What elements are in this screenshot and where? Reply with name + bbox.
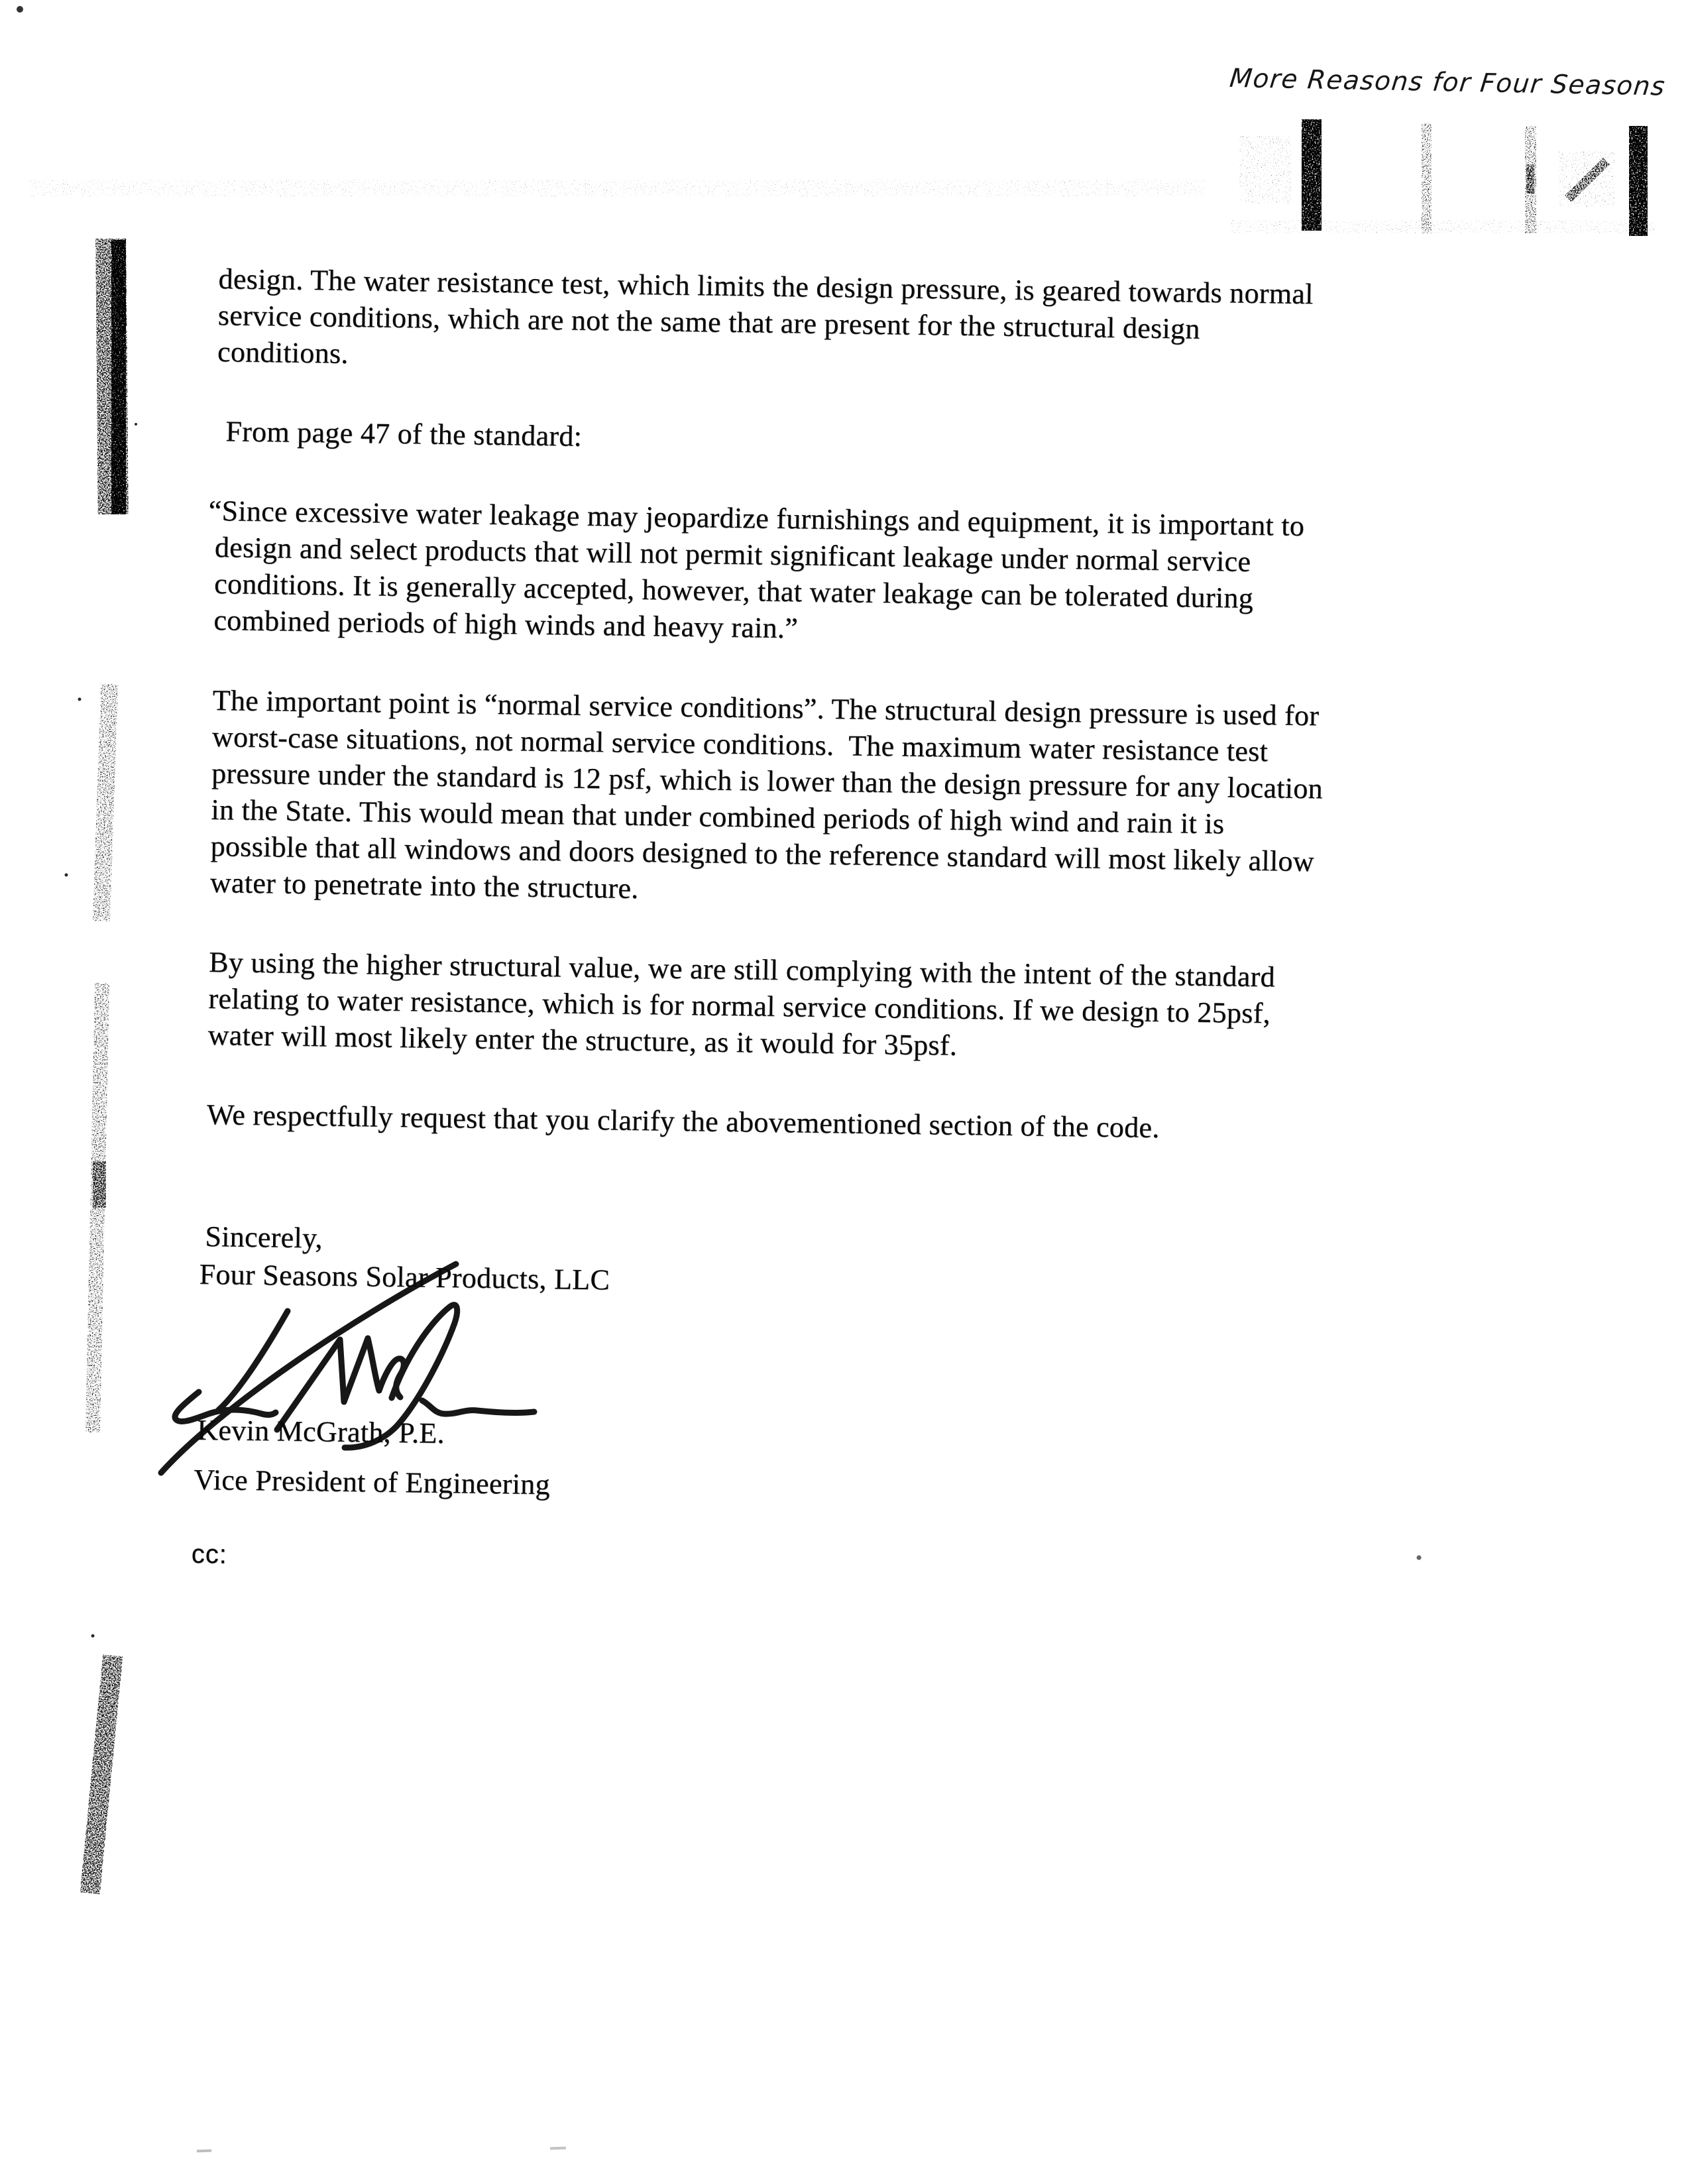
paragraph-standard-quote bbox=[208, 492, 1514, 656]
paragraph-important-point bbox=[210, 682, 1512, 919]
letter-line: By using the higher structural value, we are still complying with the intent of the standard bbox=[208, 945, 1276, 994]
paragraph-water-resistance bbox=[217, 260, 1518, 388]
letter-line: water to penetrate into the structure. bbox=[209, 866, 639, 905]
paragraph-from-page-47 bbox=[216, 413, 1516, 467]
paragraph-request-clarification bbox=[207, 1096, 1506, 1151]
left-margin-smudges bbox=[80, 239, 129, 1894]
letter-line: pressure under the standard is 12 psf, which is lower than the design pressure for any location bbox=[211, 756, 1324, 805]
letter-line: in the State. This would mean that under combined periods of high wind and rain it is bbox=[211, 793, 1225, 840]
letter-line: design and select products that will not permit significant leakage under normal service bbox=[214, 530, 1251, 578]
letter-line: water will most likely enter the structure, as it would for 35psf. bbox=[207, 1018, 958, 1062]
letter-line: relating to water resistance, which is for normal service conditions. If we design to 25psf, bbox=[208, 982, 1271, 1030]
letter-line: conditions. It is generally accepted, however, that water leakage can be tolerated during bbox=[213, 567, 1254, 614]
letter-line: conditions. bbox=[217, 335, 349, 370]
letter-line: possible that all windows and doors designed to the reference standard will most likely allow bbox=[210, 829, 1315, 878]
letter-line: The important point is “normal service conditions”. The structural design pressure is used for bbox=[212, 683, 1320, 732]
paragraph-higher-structural-value bbox=[207, 944, 1508, 1071]
letter-line: “Since excessive water leakage may jeopardize furnishings and equipment, it is important to bbox=[208, 494, 1305, 542]
letter-line: From page 47 of the standard: bbox=[225, 415, 583, 453]
logo-fragment-artifacts bbox=[1231, 119, 1656, 236]
letter-body bbox=[191, 260, 1518, 1670]
horizontal-scan-noise bbox=[30, 180, 1206, 197]
letter-line: We respectfully request that you clarify the abovementioned section of the code. bbox=[206, 1098, 1160, 1144]
closing-salutation: Sincerely, bbox=[205, 1220, 323, 1255]
signer-name: Kevin McGrath, P.E. bbox=[197, 1413, 445, 1450]
letterhead-handwriting: More Reasons for Four Seasons bbox=[1228, 64, 1667, 102]
letter-line: combined periods of high winds and heavy rain.” bbox=[213, 603, 799, 645]
letter-line: design. The water resistance test, which limits the design pressure, is geared towards normal bbox=[218, 262, 1314, 311]
letter-line: service conditions, which are not the same that are present for the structural design bbox=[217, 298, 1200, 345]
signer-title: Vice President of Engineering bbox=[193, 1463, 551, 1501]
letter-line: worst-case situations, not normal service conditions. The maximum water resistance test bbox=[211, 720, 1268, 768]
company-name: Four Seasons Solar Products, LLC bbox=[199, 1257, 610, 1296]
cc-label: cc: bbox=[191, 1539, 228, 1570]
